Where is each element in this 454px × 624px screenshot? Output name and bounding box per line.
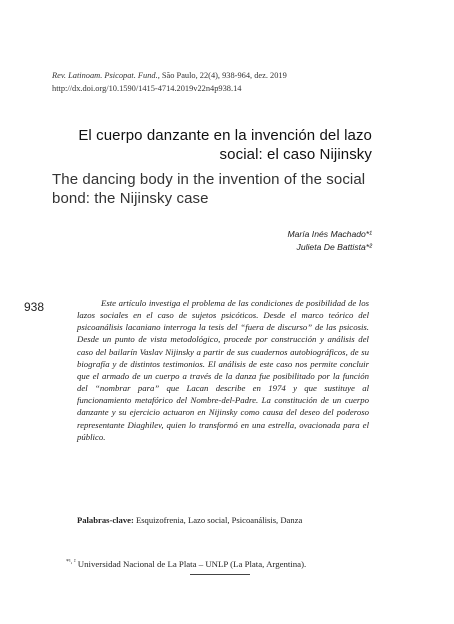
author-name: María Inés Machado*¹: [287, 229, 372, 239]
doi-link[interactable]: http://dx.doi.org/10.1590/1415-4714.2019v22n4p938.14: [52, 83, 242, 93]
footnote-marker: *¹, ²: [66, 559, 76, 565]
author-name: Julieta De Battista*²: [296, 241, 372, 252]
journal-name: Rev. Latinoam. Psicopat. Fund.: [52, 71, 158, 80]
footnote-text: Universidad Nacional de La Plata – UNLP (La Plata, Argentina).: [75, 558, 307, 569]
keywords-value: Esquizofrenia, Lazo social, Psicoanálisis, Danza: [133, 515, 303, 525]
title-spanish: El cuerpo danzante en la invención del lazo social: el caso Nijinsky: [78, 127, 372, 163]
footnote-divider: [190, 574, 250, 575]
title-english: The dancing body in the invention of the social bond: the Nijinsky case: [52, 171, 366, 207]
author-list: [172, 228, 372, 253]
keywords-label: Palabras-clave:: [77, 515, 134, 525]
citation-block: [52, 70, 392, 95]
page-number: 938: [24, 300, 45, 314]
abstract-text: Este artículo investiga el problema de las condiciones de posibilidad de los lazos sociales en el caso de sujetos psicóticos. Desde el marco teórico del psicoanálisis lacaniano interroga la tesis del “fuera de discurso” de las psicosis. Desde un punto de vista metodológico, procede por construcción y análisis del caso del bailarín Vaslav Nijinsky a partir de sus cuadernos autobiográficos, de su biografía y de distintos testimonios. El análisis de este caso nos permite concluir que el armado de un cuerpo a través de la danza fue posibilitado por la función del “nombrar para” que Lacan describe en 1974 y que sustituye al funcionamiento metafórico del Nombre-del-Padre. La constitución de un cuerpo danzante y su ejercicio actuaron en Nijinsky como causa del deseo del poderoso representante Diaghilev, quien lo transformó en una estrella, ovacionada para el público.: [77, 298, 369, 442]
citation-line: [52, 70, 392, 83]
journal-details: , São Paulo, 22(4), 938-964, dez. 2019: [157, 71, 287, 80]
footnote: [66, 556, 396, 570]
keywords: [77, 514, 369, 526]
